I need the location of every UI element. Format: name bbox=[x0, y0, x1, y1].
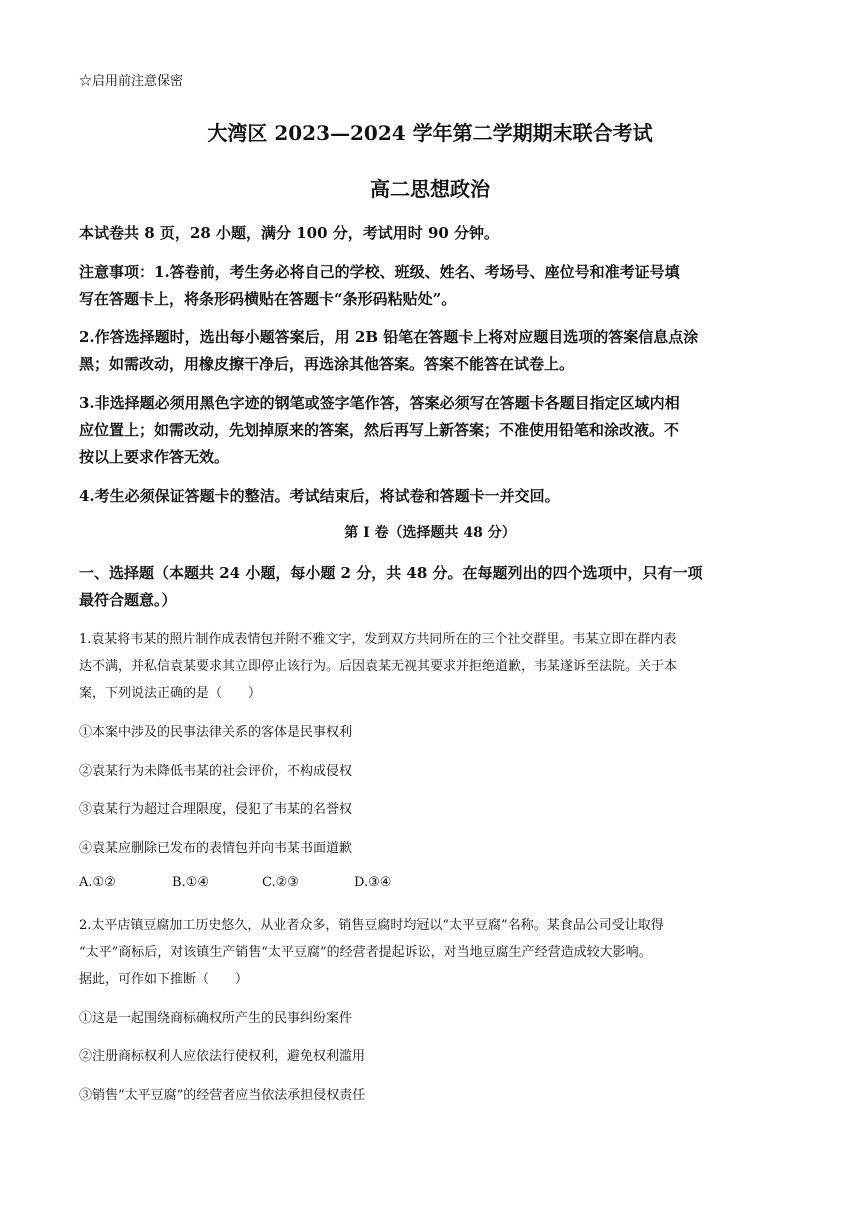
instruction-2-line-2: 黑；如需改动，用橡皮擦干净后，再选涂其他答案。答案不能答在试卷上。 bbox=[79, 355, 575, 373]
q1-statement-1: ①本案中涉及的民事法律关系的客体是民事权利 bbox=[79, 725, 353, 740]
instruction-4: 4.考生必须保证答题卡的整洁。考试结束后，将试卷和答题卡一并交回。 bbox=[79, 487, 560, 505]
q1-stem-line-3: 案，下列说法正确的是（ ） bbox=[79, 686, 262, 701]
q1-stem-line-2: 达不满，并私信袁某要求其立即停止该行为。后因袁某无视其要求并拒绝道歉，韦某遂诉至法院。关于本 bbox=[79, 659, 678, 674]
q2-stem-line-2: “太平”商标后，对该镇生产销售“太平豆腐”的经营者提起诉讼，对当地豆腐生产经营造成较大影响。 bbox=[79, 945, 652, 960]
instruction-1-line-2: 写在答题卡上，将条形码横贴在答题卡“条形码粘贴处”。 bbox=[79, 290, 457, 308]
q1-statement-2: ②袁某行为未降低韦某的社会评价，不构成侵权 bbox=[79, 764, 353, 779]
exam-summary: 本试卷共 8 页，28 小题，满分 100 分，考试用时 90 分钟。 bbox=[79, 224, 500, 242]
q1-statement-4: ④袁某应删除已发布的表情包并向韦某书面道歉 bbox=[79, 841, 353, 856]
q1-option-b: B.①④ bbox=[172, 875, 209, 890]
q2-statement-1: ①这是一起围绕商标确权所产生的民事纠纷案件 bbox=[79, 1011, 353, 1026]
instruction-3-line-1: 3.非选择题必须用黑色字迹的钢笔或签字笔作答，答案必须写在答题卡各题目指定区域内相 bbox=[79, 394, 680, 412]
q2-stem-line-1: 2.太平店镇豆腐加工历史悠久，从业者众多，销售豆腐时均冠以“太平豆腐”名称。某食品公司受让取得 bbox=[79, 918, 664, 933]
q2-stem-line-3: 据此，可作如下推断（ ） bbox=[79, 972, 249, 987]
exam-title: 大湾区 2023—2024 学年第二学期期末联合考试 bbox=[207, 121, 653, 145]
subject-title: 高二思想政治 bbox=[370, 177, 490, 201]
q1-option-a: A.①② bbox=[79, 875, 116, 890]
q2-statement-2: ②注册商标权利人应依法行使权利，避免权利滥用 bbox=[79, 1049, 366, 1064]
instruction-3-line-2: 应位置上；如需改动，先划掉原来的答案，然后再写上新答案；不准使用铅笔和涂改液。不 bbox=[79, 421, 680, 439]
q1-option-d: D.③④ bbox=[354, 875, 392, 890]
instruction-2-line-1: 2.作答选择题时，选出每小题答案后，用 2B 铅笔在答题卡上将对应题目选项的答案信息点涂 bbox=[79, 328, 699, 346]
q1-statement-3: ③袁某行为超过合理限度，侵犯了韦某的名誉权 bbox=[79, 802, 353, 817]
confidential-notice: ☆启用前注意保密 bbox=[79, 74, 184, 89]
q1-options bbox=[79, 875, 391, 890]
section-heading-line-2: 最符合题意。） bbox=[79, 591, 177, 609]
q1-stem-line-1: 1.袁某将韦某的照片制作成表情包并附不雅文字，发到双方共同所在的三个社交群里。韦某立即在群内表 bbox=[79, 632, 677, 647]
q2-statement-3: ③销售“太平豆腐”的经营者应当依法承担侵权责任 bbox=[79, 1088, 366, 1103]
part-title: 第 I 卷（选择题共 48 分） bbox=[344, 525, 516, 541]
section-heading-line-1: 一、选择题（本题共 24 小题，每小题 2 分，共 48 分。在每题列出的四个选项中，只有一项 bbox=[79, 564, 703, 582]
q1-option-c: C.②③ bbox=[262, 875, 299, 890]
instruction-3-line-3: 按以上要求作答无效。 bbox=[79, 448, 230, 466]
instruction-1-line-1: 注意事项：1.答卷前，考生务必将自己的学校、班级、姓名、考场号、座位号和准考证号填 bbox=[79, 263, 680, 281]
